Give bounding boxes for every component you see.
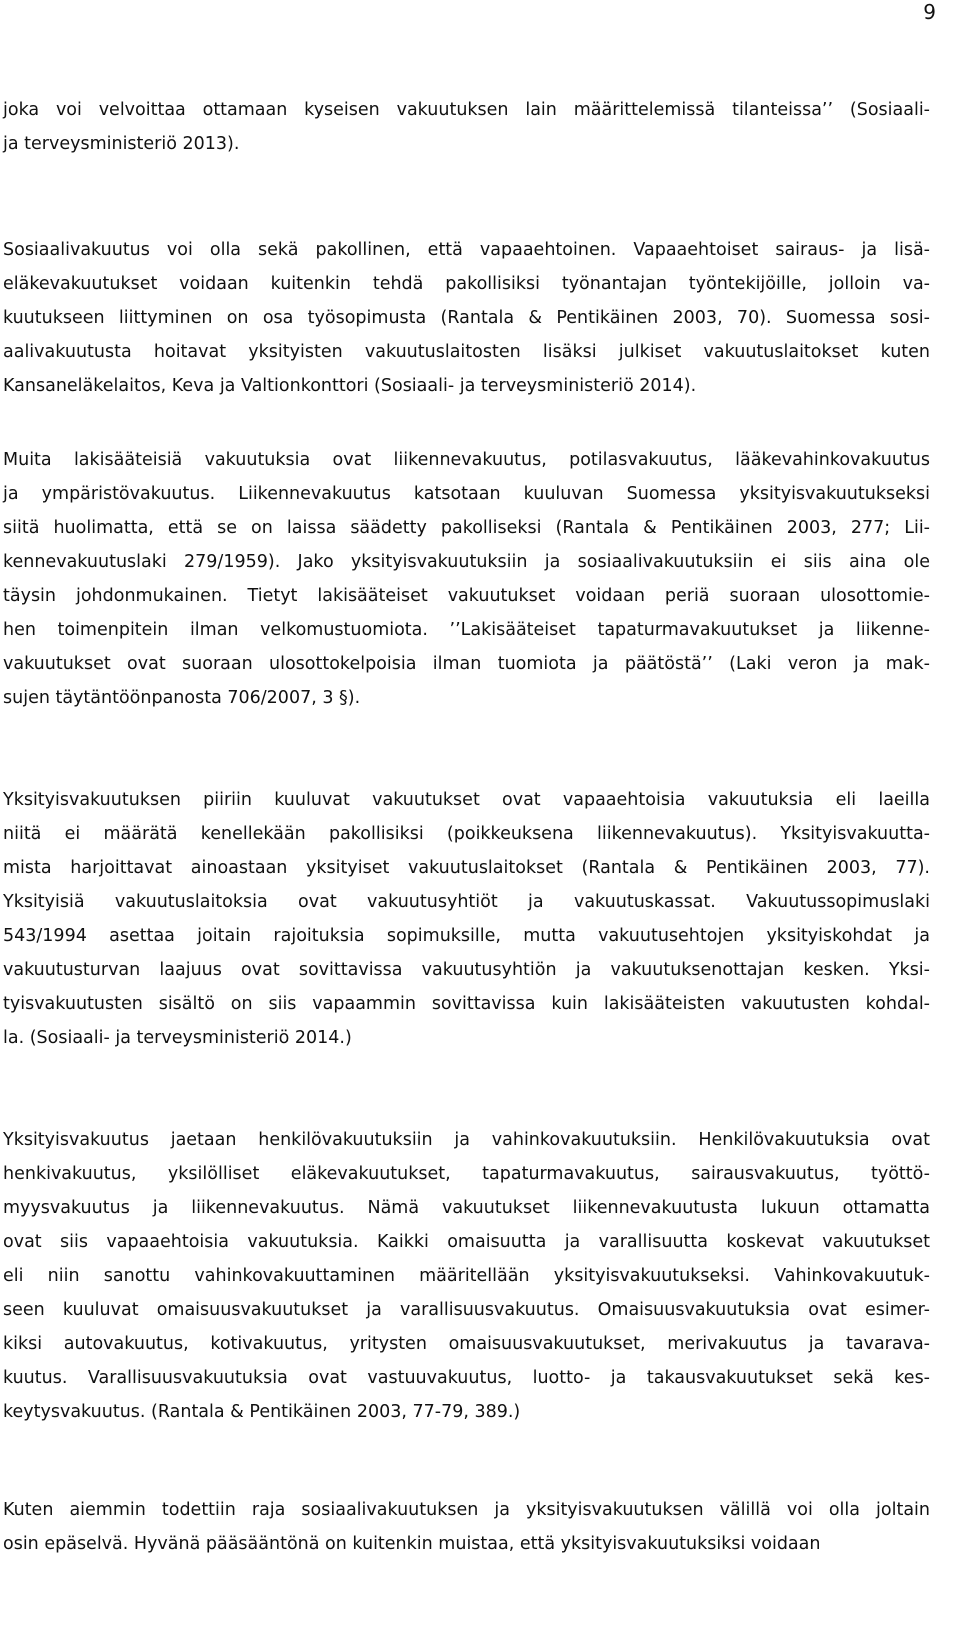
text-line: kiksi autovakuutus, kotivakuutus, yritysten omaisuusvakuutukset, merivakuutus ja tavarava- [3,1334,930,1354]
text-line: Yksityisiä vakuutuslaitoksia ovat vakuutusyhtiöt ja vakuutuskassat. Vakuutussopimuslaki [3,892,930,912]
text-line: joka voi velvoittaa ottamaan kyseisen vakuutuksen lain määrittelemissä tilanteissa’’ (Sosiaali- [3,100,930,120]
text-line: Kansaneläkelaitos, Keva ja Valtionkonttori (Sosiaali- ja terveysministeriö 2014). [3,376,697,396]
text-line: Muita lakisääteisiä vakuutuksia ovat liikennevakuutus, potilasvakuutus, lääkevahinkovakuutus [3,450,930,470]
text-line: sujen täytäntöönpanosta 706/2007, 3 §). [3,688,361,708]
text-line: ovat siis vapaaehtoisia vakuutuksia. Kaikki omaisuutta ja varallisuutta koskevat vakuutukset [3,1232,930,1252]
text-line: mista harjoittavat ainoastaan yksityiset vakuutuslaitokset (Rantala & Pentikäinen 2003, 77). [3,858,930,878]
text-line: Kuten aiemmin todettiin raja sosiaalivakuutuksen ja yksityisvakuutuksen välillä voi olla joltain [3,1500,930,1520]
text-line: 543/1994 asettaa joitain rajoituksia sopimuksille, mutta vakuutusehtojen yksityiskohdat ja [3,926,930,946]
text-line: myysvakuutus ja liikennevakuutus. Nämä vakuutukset liikennevakuutusta lukuun ottamatta [3,1198,930,1218]
text-line: kuutus. Varallisuusvakuutuksia ovat vastuuvakuutus, luotto- ja takausvakuutukset sekä kes- [3,1368,930,1388]
text-line: eli niin sanottu vahinkovakuuttaminen määritellään yksityisvakuutukseksi. Vahinkovakuutuk- [3,1266,930,1286]
text-line: niitä ei määrätä kenellekään pakollisiksi (poikkeuksena liikennevakuutus). Yksityisvakuutta- [3,824,930,844]
text-line: tyisvakuutusten sisältö on siis vapaammin sovittavissa kuin lakisääteisten vakuutusten kohdal- [3,994,930,1014]
page-number: 9 [923,0,936,24]
text-line: la. (Sosiaali- ja terveysministeriö 2014.) [3,1028,352,1048]
text-line: ja ympäristövakuutus. Liikennevakuutus katsotaan kuuluvan Suomessa yksityisvakuutukseksi [3,484,930,504]
text-line: Yksityisvakuutus jaetaan henkilövakuutuksiin ja vahinkovakuutuksiin. Henkilövakuutuksia ovat [3,1130,930,1150]
text-line: henkivakuutus, yksilölliset eläkevakuutukset, tapaturmavakuutus, sairausvakuutus, työttö- [3,1164,930,1184]
text-line: ja terveysministeriö 2013). [3,134,240,154]
text-line: kuutukseen liittyminen on osa työsopimusta (Rantala & Pentikäinen 2003, 70). Suomessa sosi- [3,308,930,328]
text-line: osin epäselvä. Hyvänä pääsääntönä on kuitenkin muistaa, että yksityisvakuutuksiksi voidaan [3,1534,821,1554]
text-line: hen toimenpitein ilman velkomustuomiota. ’’Lakisääteiset tapaturmavakuutukset ja liikenne- [3,620,930,640]
text-line: Yksityisvakuutuksen piiriin kuuluvat vakuutukset ovat vapaaehtoisia vakuutuksia eli laeilla [3,790,930,810]
text-line: keytysvakuutus. (Rantala & Pentikäinen 2003, 77-79, 389.) [3,1402,521,1422]
text-line: siitä huolimatta, että se on laissa säädetty pakolliseksi (Rantala & Pentikäinen 2003, 277; Lii- [3,518,930,538]
text-line: eläkevakuutukset voidaan kuitenkin tehdä pakollisiksi työnantajan työntekijöille, jolloin va- [3,274,930,294]
text-line: seen kuuluvat omaisuusvakuutukset ja varallisuusvakuutus. Omaisuusvakuutuksia ovat esimer- [3,1300,930,1320]
text-line: vakuutusturvan laajuus ovat sovittavissa vakuutusyhtiön ja vakuutuksenottajan kesken. Yksi- [3,960,930,980]
text-line: täysin johdonmukainen. Tietyt lakisääteiset vakuutukset voidaan periä suoraan ulosottomie- [3,586,930,606]
text-line: aalivakuutusta hoitavat yksityisten vakuutuslaitosten lisäksi julkiset vakuutuslaitokset kuten [3,342,930,362]
text-line: Sosiaalivakuutus voi olla sekä pakollinen, että vapaaehtoinen. Vapaaehtoiset sairaus- ja lisä- [3,240,930,260]
text-line: vakuutukset ovat suoraan ulosottokelpoisia ilman tuomiota ja päätöstä’’ (Laki veron ja mak- [3,654,930,674]
text-line: kennevakuutuslaki 279/1959). Jako yksityisvakuutuksiin ja sosiaalivakuutuksiin ei siis aina ole [3,552,930,572]
